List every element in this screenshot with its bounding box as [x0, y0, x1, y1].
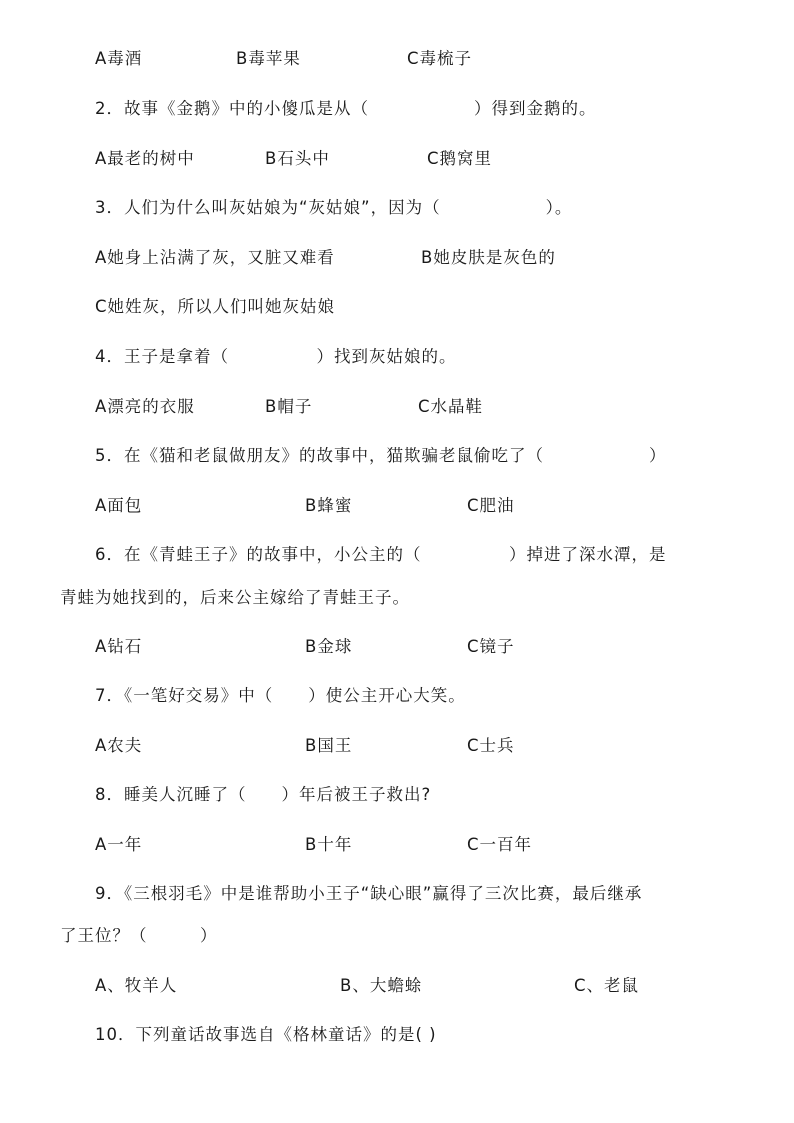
answer-option: A最老的树中: [95, 149, 195, 168]
answer-option: B蜂蜜: [305, 496, 353, 515]
answer-option: B、大蟾蜍: [340, 976, 423, 995]
answer-option: A农夫: [95, 736, 143, 755]
answer-option: A毒酒: [95, 49, 143, 68]
line-text: 了王位？（ ）: [60, 926, 218, 945]
answer-option: B她皮肤是灰色的: [421, 248, 556, 267]
line-text: 6．在《青蛙王子》的故事中，小公主的（ ）掉进了深水潭，是: [95, 545, 667, 564]
answer-option: C肥油: [467, 496, 515, 515]
line-text: 10．下列童话故事选自《格林童话》的是( ): [95, 1025, 437, 1044]
answer-option: B国王: [305, 736, 353, 755]
answer-option: B帽子: [265, 397, 313, 416]
line-text: 青蛙为她找到的，后来公主嫁给了青蛙王子。: [60, 588, 410, 607]
answer-option: C鹅窝里: [427, 149, 493, 168]
line-text: 9．《三根羽毛》中是谁帮助小王子“缺心眼”赢得了三次比赛，最后继承: [95, 884, 643, 903]
answer-option: C一百年: [467, 835, 533, 854]
line-text: 8．睡美人沉睡了（ ）年后被王子救出?: [95, 785, 432, 804]
line-text: 4．王子是拿着（ ）找到灰姑娘的。: [95, 347, 457, 366]
answer-option: C镜子: [467, 637, 515, 656]
line-text: 5．在《猫和老鼠做朋友》的故事中，猫欺骗老鼠偷吃了（ ）: [95, 446, 667, 465]
answer-option: C水晶鞋: [418, 397, 484, 416]
answer-option: C她姓灰，所以人们叫她灰姑娘: [95, 297, 336, 316]
answer-option: A、牧羊人: [95, 976, 178, 995]
answer-option: C、老鼠: [574, 976, 640, 995]
line-text: 7．《一笔好交易》中（ ）使公主开心大笑。: [95, 686, 466, 705]
answer-option: A面包: [95, 496, 143, 515]
line-text: 3．人们为什么叫灰姑娘为“灰姑娘”，因为（ ）。: [95, 198, 573, 217]
answer-option: B十年: [305, 835, 353, 854]
answer-option: C毒梳子: [407, 49, 473, 68]
answer-option: A钻石: [95, 637, 143, 656]
answer-option: B石头中: [265, 149, 330, 168]
answer-option: A她身上沾满了灰，又脏又难看: [95, 248, 335, 267]
answer-option: B毒苹果: [236, 49, 301, 68]
answer-option: A漂亮的衣服: [95, 397, 195, 416]
answer-option: A一年: [95, 835, 143, 854]
answer-option: B金球: [305, 637, 353, 656]
line-text: 2．故事《金鹅》中的小傻瓜是从（ ）得到金鹅的。: [95, 99, 597, 118]
answer-option: C士兵: [467, 736, 515, 755]
